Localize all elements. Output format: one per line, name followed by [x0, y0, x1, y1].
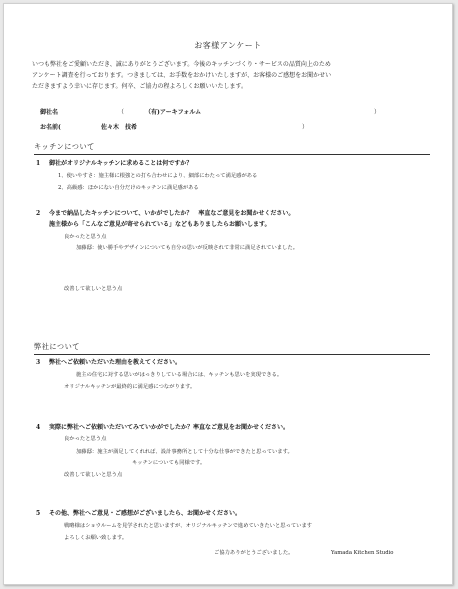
section-kitchen-heading: キッチンについて — [34, 142, 95, 151]
q1-answer-1: 1、使いやすさ：施主様に根強との打ち合わせにより、細部にわたって満足感がある — [58, 173, 258, 179]
q5-answer-1: 戦略様はショウルームを見学されたと思いますが、オリジナルキッチンで進めていきたいと思っています — [64, 523, 313, 529]
q3-question: 弊社へご依頼いただいた理由を教えてください。 — [49, 359, 182, 366]
q2-number: 2 — [36, 210, 41, 217]
name-field[interactable]: 佐々木 技希 — [101, 124, 138, 131]
q3-answer-1: 施主の住宅に対する思いがはっきりしている場合には、キッチンも思いを実現できる。 — [76, 372, 283, 378]
name-close-paren: ） — [302, 124, 309, 131]
q2-improve-label: 改善して欲しいと思う点 — [64, 286, 123, 292]
q2-subtext: 施主様から「こんなご意見が寄せられている」などもありましたらお願いします。 — [49, 221, 271, 228]
company-field[interactable]: （有)アーキフォルム — [145, 109, 202, 116]
q4-good-label: 良かったと思う点 — [64, 436, 107, 442]
q4-good-answer-1: 加藤邸：施主が満足してくれれば、設計事務所として十分な仕事ができたと思っています。 — [76, 449, 293, 455]
q4-question: 実際に弊社へご依頼いただいてみていかがでしたか？率直なご意見をお聞かせください。 — [49, 424, 290, 431]
q4-number: 4 — [36, 424, 41, 431]
intro-line-3: ただきますよう幸いに存じます。何卒、ご協力の程よろしくお願いいたします。 — [32, 83, 248, 90]
q1-question: 御社がオリジナルキッチンに求めることは何ですか？ — [49, 160, 193, 167]
questionnaire-sheet — [3, 3, 453, 585]
q2-good-label: 良かったと思う点 — [64, 234, 107, 240]
footer-studio-name: Yamada Kitchen Studio — [331, 550, 394, 556]
q5-question: その他、弊社へご意見・ご感想がございましたら、お聞かせください。 — [49, 510, 242, 517]
q2-good-answer: 加藤邸：使い勝手やデザインについても自分の思いが反映されて非常に満足されていました。 — [76, 245, 298, 251]
q1-answer-2: 2、高級感：ほかにない自分だけのキッチンに満足感がある — [58, 185, 199, 191]
q3-answer-2: オリジナルキッチンが最終的に満足感につながります。 — [64, 384, 196, 390]
company-label: 御社名 — [40, 109, 59, 116]
section-company-heading: 弊社について — [34, 342, 80, 351]
intro-line-2: アンケート調査を行っております。つきましては、お手数をおかけいたしますが、お客様のご感想をお聞かせい — [32, 72, 332, 79]
q1-number: 1 — [36, 160, 41, 167]
survey-title: お客様アンケート — [194, 41, 262, 50]
company-close-paren: ） — [374, 109, 381, 116]
footer-thanks: ご協力ありがとうございました。 — [214, 550, 294, 556]
section-kitchen-rule — [34, 154, 430, 155]
q5-answer-2: よろしくお願い致します。 — [64, 535, 128, 541]
name-label: お名前( — [40, 124, 61, 131]
q3-number: 3 — [36, 359, 41, 366]
q2-question: 今まで納品したキッチンについて、いかがでしたか？ 率直なご意見をお聞かせください。 — [49, 210, 295, 217]
intro-line-1: いつも弊社をご愛顧いただき、誠にありがとうございます。今後のキッチンづくり・サービスの品質向上のため — [32, 61, 331, 68]
q5-number: 5 — [36, 510, 41, 517]
section-company-rule — [34, 354, 430, 355]
q4-improve-label: 改善して欲しいと思う点 — [64, 472, 123, 478]
company-open-paren: （ — [118, 109, 125, 116]
q4-good-answer-2: キッチンについても同様です。 — [132, 460, 206, 466]
